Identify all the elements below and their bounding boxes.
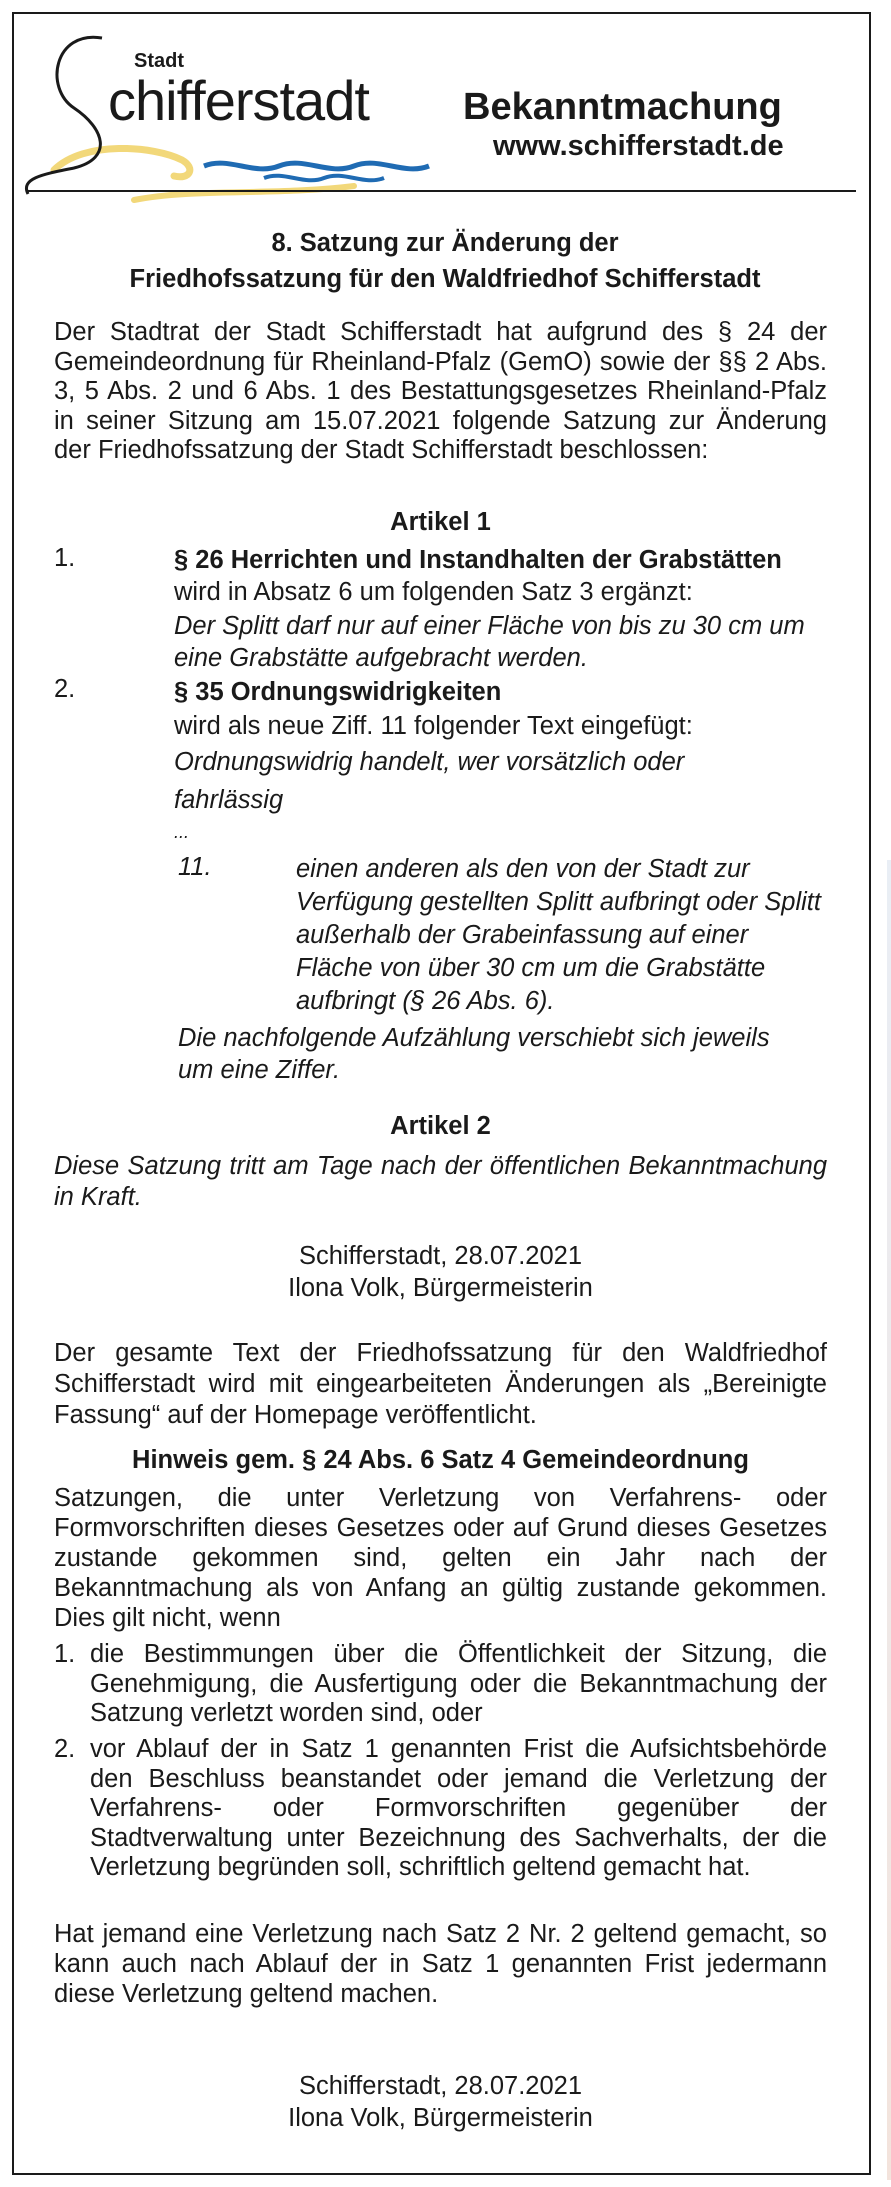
signature-2-place-date: Schifferstadt, 28.07.2021 (298, 2072, 583, 2100)
item-2-footer: Die nachfolgende Aufzählung verschiebt sich jeweils um eine Ziffer. (178, 1024, 770, 1084)
logo-stadt-text: Stadt (134, 50, 184, 72)
item-1-heading: § 26 Herrichten und Instandhalten der Grabstätten (174, 546, 782, 574)
artikel-1-item-1-number: 1. (54, 544, 76, 572)
item-2-text: wird als neue Ziff. 11 folgender Text eingefügt: (174, 712, 693, 740)
hinweis-outro: Hat jemand eine Verletzung nach Satz 2 Nr. 2 geltend gemacht, so kann auch nach Ablauf der in Satz 1 genannten Frist jedermann diese Verletzung geltend machen. (54, 1920, 827, 2008)
artikel-1-item-2 (174, 675, 814, 845)
item-2-sub-number: 11. (178, 853, 212, 881)
heading-line-1: 8. Satzung zur Änderung der (271, 229, 619, 257)
document-heading (40, 225, 850, 297)
logo-s-stroke (26, 37, 102, 194)
artikel-2-text: Diese Satzung tritt am Tage nach der öffentlichen Bekanntmachung in Kraft. (54, 1152, 827, 1211)
artikel-1-title: Artikel 1 (390, 508, 491, 536)
artikel-1-item-2-number: 2. (54, 675, 76, 703)
item-2-quote: Ordnungswidrig handelt, wer vorsätzlich oder fahrlässig (174, 748, 685, 814)
item-2-sub-text: einen anderen als den von der Stadt zur Verfügung gestellten Splitt aufbringt oder Splitt außerhalb der Grabeinfassung auf einer Fläche von über 30 cm um die Grabstätte aufbringt (§ 26 Abs. 6). (296, 855, 821, 1015)
signature-block-1 (54, 1240, 827, 1304)
hinweis-intro: Satzungen, die unter Verletzung von Verfahrens- oder Formvorschriften dieses Gesetzes oder auf Grund dieses Gesetzes zustande gekommen sind, gelten ein Jahr nach der Bekanntmachung als von Anfang an gültig zustande gekommen. Dies gilt nicht, wenn (54, 1484, 827, 1632)
intro-paragraph: Der Stadtrat der Stadt Schifferstadt hat aufgrund des § 24 der Gemeindeordnung für Rheinland-Pfalz (GemO) sowie der §§ 2 Abs. 3, 5 Abs. 2 und 6 Abs. 1 des Bestattungsgesetzes Rheinland-Pfalz in seiner Sitzung am 15.07.2021 folgende Satzung zur Änderung der Friedhofssatzung der Stadt Schifferstadt beschlossen: (54, 318, 827, 464)
hinweis-title: Hinweis gem. § 24 Abs. 6 Satz 4 Gemeindeordnung (132, 1446, 749, 1474)
logo-yellow-swoosh (54, 148, 190, 176)
website-url[interactable]: www.schifferstadt.de (493, 130, 784, 162)
logo-yellow-line (134, 186, 354, 200)
hinweis-item-2-number: 2. (54, 1735, 76, 1763)
item-1-text: wird in Absatz 6 um folgenden Satz 3 ergänzt: (174, 578, 693, 606)
hinweis-item-2: vor Ablauf der in Satz 1 genannten Frist die Aufsichtsbehörde den Beschluss beanstandet oder jemand die Verletzung der Verfahrens- oder Formvorschriften gegenüber der Stadtverwaltung unter Bezeichnung des Sachverhalts, der die Verletzung begründen soll, schriftlich geltend gemacht hat. (90, 1735, 827, 1881)
signature-block-2 (54, 2070, 827, 2134)
logo-wordmark: chifferstadt (108, 69, 369, 132)
item-2-ellipsis: ... (174, 822, 190, 842)
artikel-2-title: Artikel 2 (390, 1112, 491, 1140)
logo-wave-2 (264, 176, 384, 181)
notice-paragraph: Der gesamte Text der Friedhofssatzung für den Waldfriedhof Schifferstadt wird mit eingearbeiteten Änderungen als „Bereinigte Fassung“ auf der Homepage veröffentlicht. (54, 1339, 827, 1429)
edge-decoration (887, 860, 891, 2180)
logo-wave-1 (204, 163, 429, 169)
page-title: Bekanntmachung (463, 86, 782, 128)
signature-1-name: Ilona Volk, Bürgermeisterin (288, 1274, 593, 1302)
artikel-1-item-1 (174, 544, 834, 674)
signature-2-name: Ilona Volk, Bürgermeisterin (288, 2104, 593, 2132)
heading-line-2: Friedhofssatzung für den Waldfriedhof Schifferstadt (129, 265, 761, 293)
hinweis-item-1-number: 1. (54, 1640, 76, 1668)
hinweis-item-1: die Bestimmungen über die Öffentlichkeit der Sitzung, die Genehmigung, die Ausfertigung oder die Bekanntmachung der Satzung verletzt worden sind, oder (90, 1640, 827, 1727)
signature-1-place-date: Schifferstadt, 28.07.2021 (298, 1242, 583, 1270)
item-2-heading: § 35 Ordnungswidrigkeiten (174, 678, 502, 706)
item-1-quote: Der Splitt darf nur auf einer Fläche von bis zu 30 cm um eine Grabstätte aufgebracht werden. (174, 612, 805, 672)
header-divider (26, 190, 856, 192)
